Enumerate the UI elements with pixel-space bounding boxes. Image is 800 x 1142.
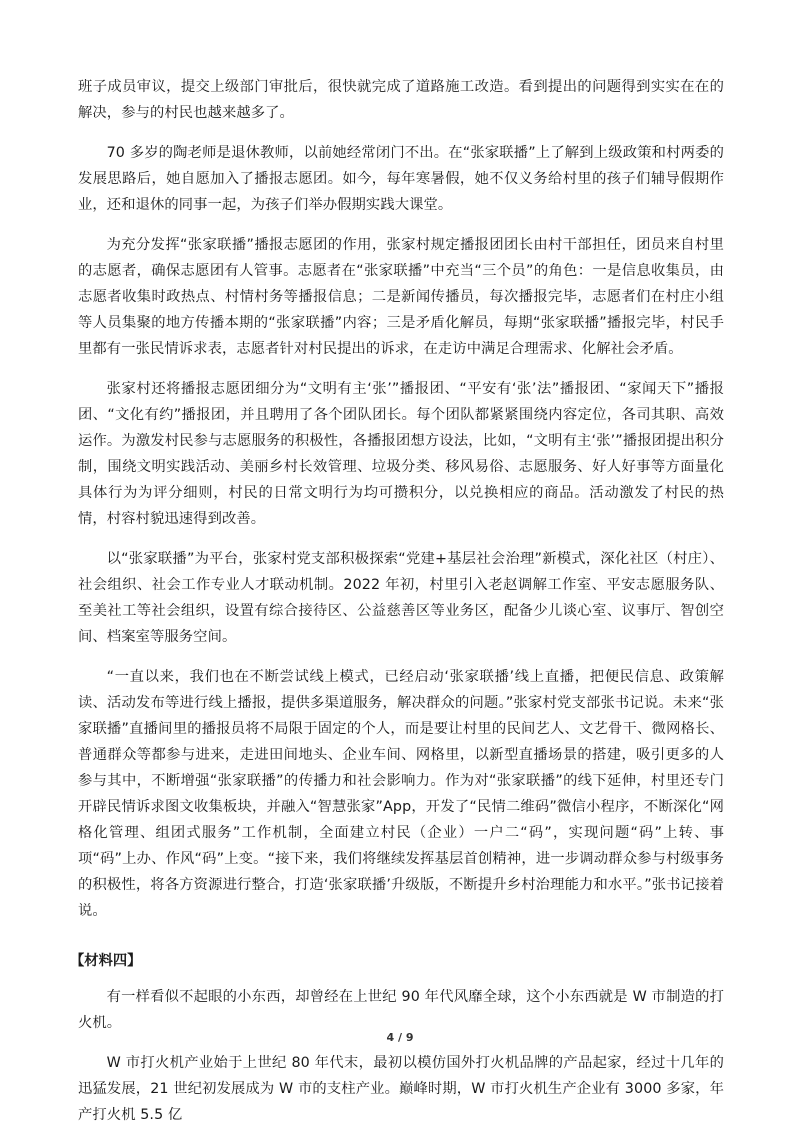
document-page — [70, 74, 724, 1142]
section-paragraph-2: W 市打火机产业始于上世纪 80 年代末，最初以模仿国外打火机品牌的产品起家，经过十几年的迅猛发展，21 世纪初发展成为 W 市的支柱产业。巅峰时期，W 市打火机生产企业有 3000 多家，年产打火机 5.5 亿 — [78, 1055, 724, 1123]
page-number: 4 / 9 — [386, 1031, 414, 1044]
paragraph-6: “一直以来，我们也在不断尝试线上模式，已经启动‘张家联播’线上直播，把便民信息、政策解读、活动发布等进行线上播报，提供多渠道服务，解决群众的问题。”张家村党支部张书记说。未来“张家联播”直播间里的播报员将不局限于固定的个人，而是要让村里的民间艺人、文艺骨干、微网格长、普通群众等都参与进来，走进田间地头、企业车间、网格里，以新型直播场景的搭建，吸引更多的人参与其中，不断增强“张家联播”的传播力和社会影响力。作为对“张家联播”的线下延伸，村里还专门开辟民情诉求图文收集板块，并融入“智慧张家”App，开发了“民情二维码”微信小程序，不断深化“网格化管理、组团式服务”工作机制，全面建立村民（企业）一户二“码”，实现问题“码”上转、事项“码”上办、作风“码”上变。“接下来，我们将继续发挥基层首创精神，进一步调动群众参与村级事务的积极性，将各方资源进行整合，打造‘张家联播’升级版，不断提升乡村治理能力和水平。”张书记接着说。 — [78, 669, 724, 919]
paragraph-2: 70 多岁的陶老师是退休教师，以前她经常闭门不出。在“张家联播”上了解到上级政策和村两委的发展思路后，她自愿加入了播报志愿团。如今，每年寒暑假，她不仅义务给村里的孩子们辅导假期作业，还和退休的同事一起，为孩子们举办假期实践大课堂。 — [78, 145, 724, 213]
paragraph-1: 班子成员审议，提交上级部门审批后，很快就完成了道路施工改造。看到提出的问题得到实实在在的解决，参与的村民也越来越多了。 — [78, 79, 724, 121]
paragraph-3: 为充分发挥“张家联播”播报志愿团的作用，张家村规定播报团团长由村干部担任，团员来自村里的志愿者，确保志愿团有人管事。志愿者在“张家联播”中充当“三个员”的角色：一是信息收集员，由志愿者收集时政热点、村情村务等播报信息；二是新闻传播员，每次播报完毕，志愿者们在村庄小组等人员集聚的地方传播本期的“张家联播”内容；三是矛盾化解员，每期“张家联播”播报完毕，村民手里都有一张民情诉求表，志愿者针对村民提出的诉求，在走访中满足合理需求、化解社会矛盾。 — [78, 237, 724, 357]
section-heading-material-four: 【材料四】 — [70, 953, 142, 969]
paragraph-4: 张家村还将播报志愿团细分为“文明有主‘张’”播报团、“平安有‘张’法”播报团、“家闻天下”播报团、“文化有约”播报团，并且聘用了各个团队团长。每个团队都紧紧围绕内容定位，各司其职、高效运作。为激发村民参与志愿服务的积极性，各播报团想方设法，比如，“文明有主‘张’”播报团提出积分制，围绕文明实践活动、美丽乡村长效管理、垃圾分类、移风易俗、志愿服务、好人好事等方面量化具体行为为评分细则，村民的日常文明行为均可攒积分，以兑换相应的商品。活动激发了村民的热情，村容村貌迅速得到改善。 — [78, 381, 724, 527]
section-paragraph-1: 有一样看似不起眼的小东西，却曾经在上世纪 90 年代风靡全球，这个小东西就是 W 市制造的打火机。 — [78, 989, 724, 1031]
paragraph-5: 以“张家联播”为平台，张家村党支部积极探索“党建+基层社会治理”新模式，深化社区（村庄）、社会组织、社会工作专业人才联动机制。2022 年初，村里引入老赵调解工作室、平安志愿服务队、至美社工等社会组织，设置有综合接待区、公益慈善区等业务区，配备少儿谈心室、议事厅、智创空间、档案室等服务空间。 — [78, 551, 724, 645]
